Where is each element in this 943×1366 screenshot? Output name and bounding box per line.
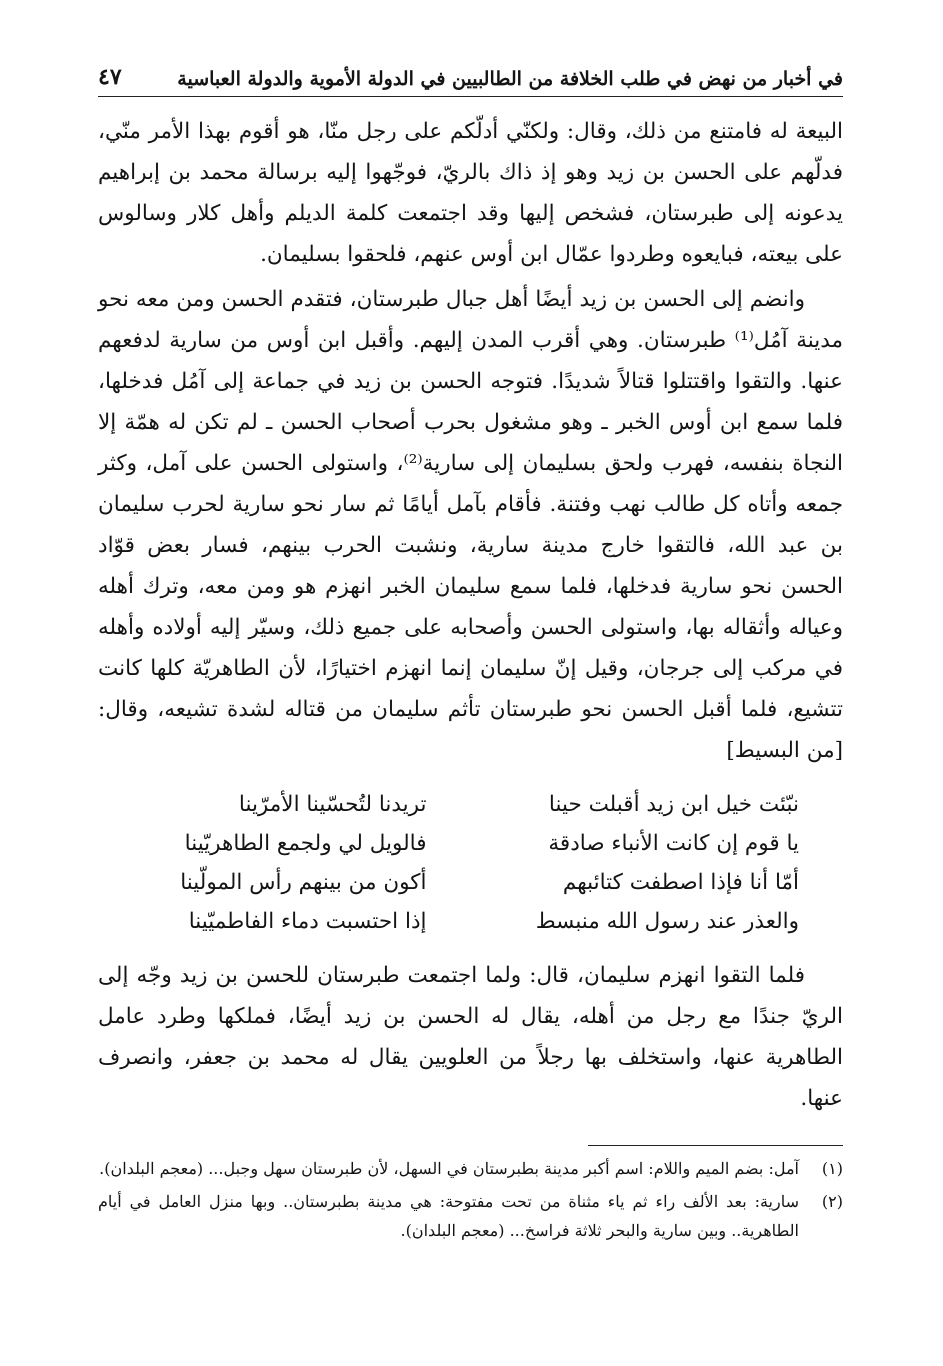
paragraph: [98, 279, 843, 771]
footnote-divider: [588, 1145, 843, 1146]
poem-first-hemistich: نبّئت خيل ابن زيد أقبلت حينا: [548, 792, 799, 817]
poem-second-hemistich: أكون من بينهم رأس المولّينا: [180, 870, 427, 895]
page-number: ٤٧: [98, 64, 122, 90]
poem-first-hemistich: والعذر عند رسول الله منبسط: [535, 909, 799, 934]
footnote-text: آمل: بضم الميم واللام: اسم أكبر مدينة بطبرستان في السهل، لأن طبرستان سهل وجبل... (معجم البلدان).: [99, 1159, 799, 1178]
footnote: [98, 1187, 843, 1245]
book-page: [98, 60, 843, 1326]
poem-second-hemistich: تريدنا لتُحسّينا الأمرّينا: [238, 792, 427, 817]
running-header: [98, 60, 843, 97]
paragraph-text: وانضم إلى الحسن بن زيد أيضًا أهل جبال طبرستان، فتقدم الحسن ومن معه نحو مدينة آمُل⁽¹⁾ طبرستان. وهي أقرب المدن إليهم. وأقبل ابن أوس من سارية لدفعهم عنها. والتقوا واقتتلوا قتالاً شديدًا. فتوجه الحسن بن زيد في جماعة إلى آمُل فدخلها، فلما سمع ابن أوس الخبر ـ وهو مشغول بحرب أصحاب الحسن ـ لم تكن له همّة إلا النجاة بنفسه، فهرب ولحق بسليمان إلى سارية⁽²⁾، واستولى الحسن على آمل، وكثر جمعه وأتاه كل طالب نهب وفتنة. فأقام بآمل أيامًا ثم سار نحو سارية لحرب سليمان بن عبد الله، فالتقوا خارج مدينة سارية، ونشبت الحرب بينهم، فسار بعض قوّاد الحسن نحو سارية فدخلها، فلما سمع سليمان الخبر انهزم هو ومن معه، وترك أهله وعياله وأثقاله بها، واستولى الحسن وأصحابه على جميع ذلك، وسيّر إليه أولاده وأهله في مركب إلى جرجان، وقيل إنّ سليمان إنما انهزم اختيارًا، لأن الطاهريّة كلها كانت تتشيع، فلما أقبل الحسن نحو طبرستان تأثم سليمان من قتاله لشدة تشيعه، وقال:: [98, 287, 843, 722]
poem-second-hemistich: فالويل لي ولجمع الطاهريّينا: [184, 831, 427, 856]
poem-second-hemistich: إذا احتسبت دماء الفاطميّينا: [188, 909, 427, 934]
poem-first-hemistich: أمّا أنا فإذا اصطفت كتائبهم: [562, 870, 799, 895]
main-text: [98, 111, 843, 1119]
running-title: في أخبار من نهض في طلب الخلافة من الطالبيين في الدولة الأموية والدولة العباسية: [177, 68, 843, 90]
footnotes: [98, 1154, 843, 1245]
paragraph: البيعة له فامتنع من ذلك، وقال: ولكنّي أدلّكم على رجل منّا، هو أقوم بهذا الأمر منّي، فدلّهم على الحسن بن زيد وهو إذ ذاك بالريّ، فوجّهوا إليه برسالة محمد بن إبراهيم يدعونه إلى طبرستان، فشخص إليها وقد اجتمعت كلمة الديلم وأهل كلار وسالوس على بيعته، فبايعوه وطردوا عمّال ابن أوس عنهم، فلحقوا بسليمان.: [98, 119, 843, 267]
poem-first-hemistich: يا قوم إن كانت الأنباء صادقة: [548, 831, 799, 856]
footnote-number: (٢): [821, 1192, 843, 1211]
meter-label: [من البسيط]: [726, 738, 843, 763]
footnote: [98, 1154, 843, 1183]
footnote-text: سارية: بعد الألف راء ثم ياء مثناة من تحت مفتوحة: هي مدينة بطبرستان.. وبها منزل العامل في أيام الطاهرية.. وبين سارية والبحر ثلاثة فراسخ... (معجم البلدان).: [98, 1192, 799, 1240]
poem: [98, 785, 843, 941]
paragraph: فلما التقوا انهزم سليمان، قال: ولما اجتمعت طبرستان للحسن بن زيد وجّه إلى الريّ جندًا مع رجل من أهله، يقال له الحسن بن زيد أيضًا، فملكها وطرد عامل الطاهرية عنها، واستخلف بها رجلاً من العلويين يقال له محمد بن جعفر، وانصرف عنها.: [98, 963, 843, 1111]
footnote-number: (١): [821, 1159, 843, 1178]
